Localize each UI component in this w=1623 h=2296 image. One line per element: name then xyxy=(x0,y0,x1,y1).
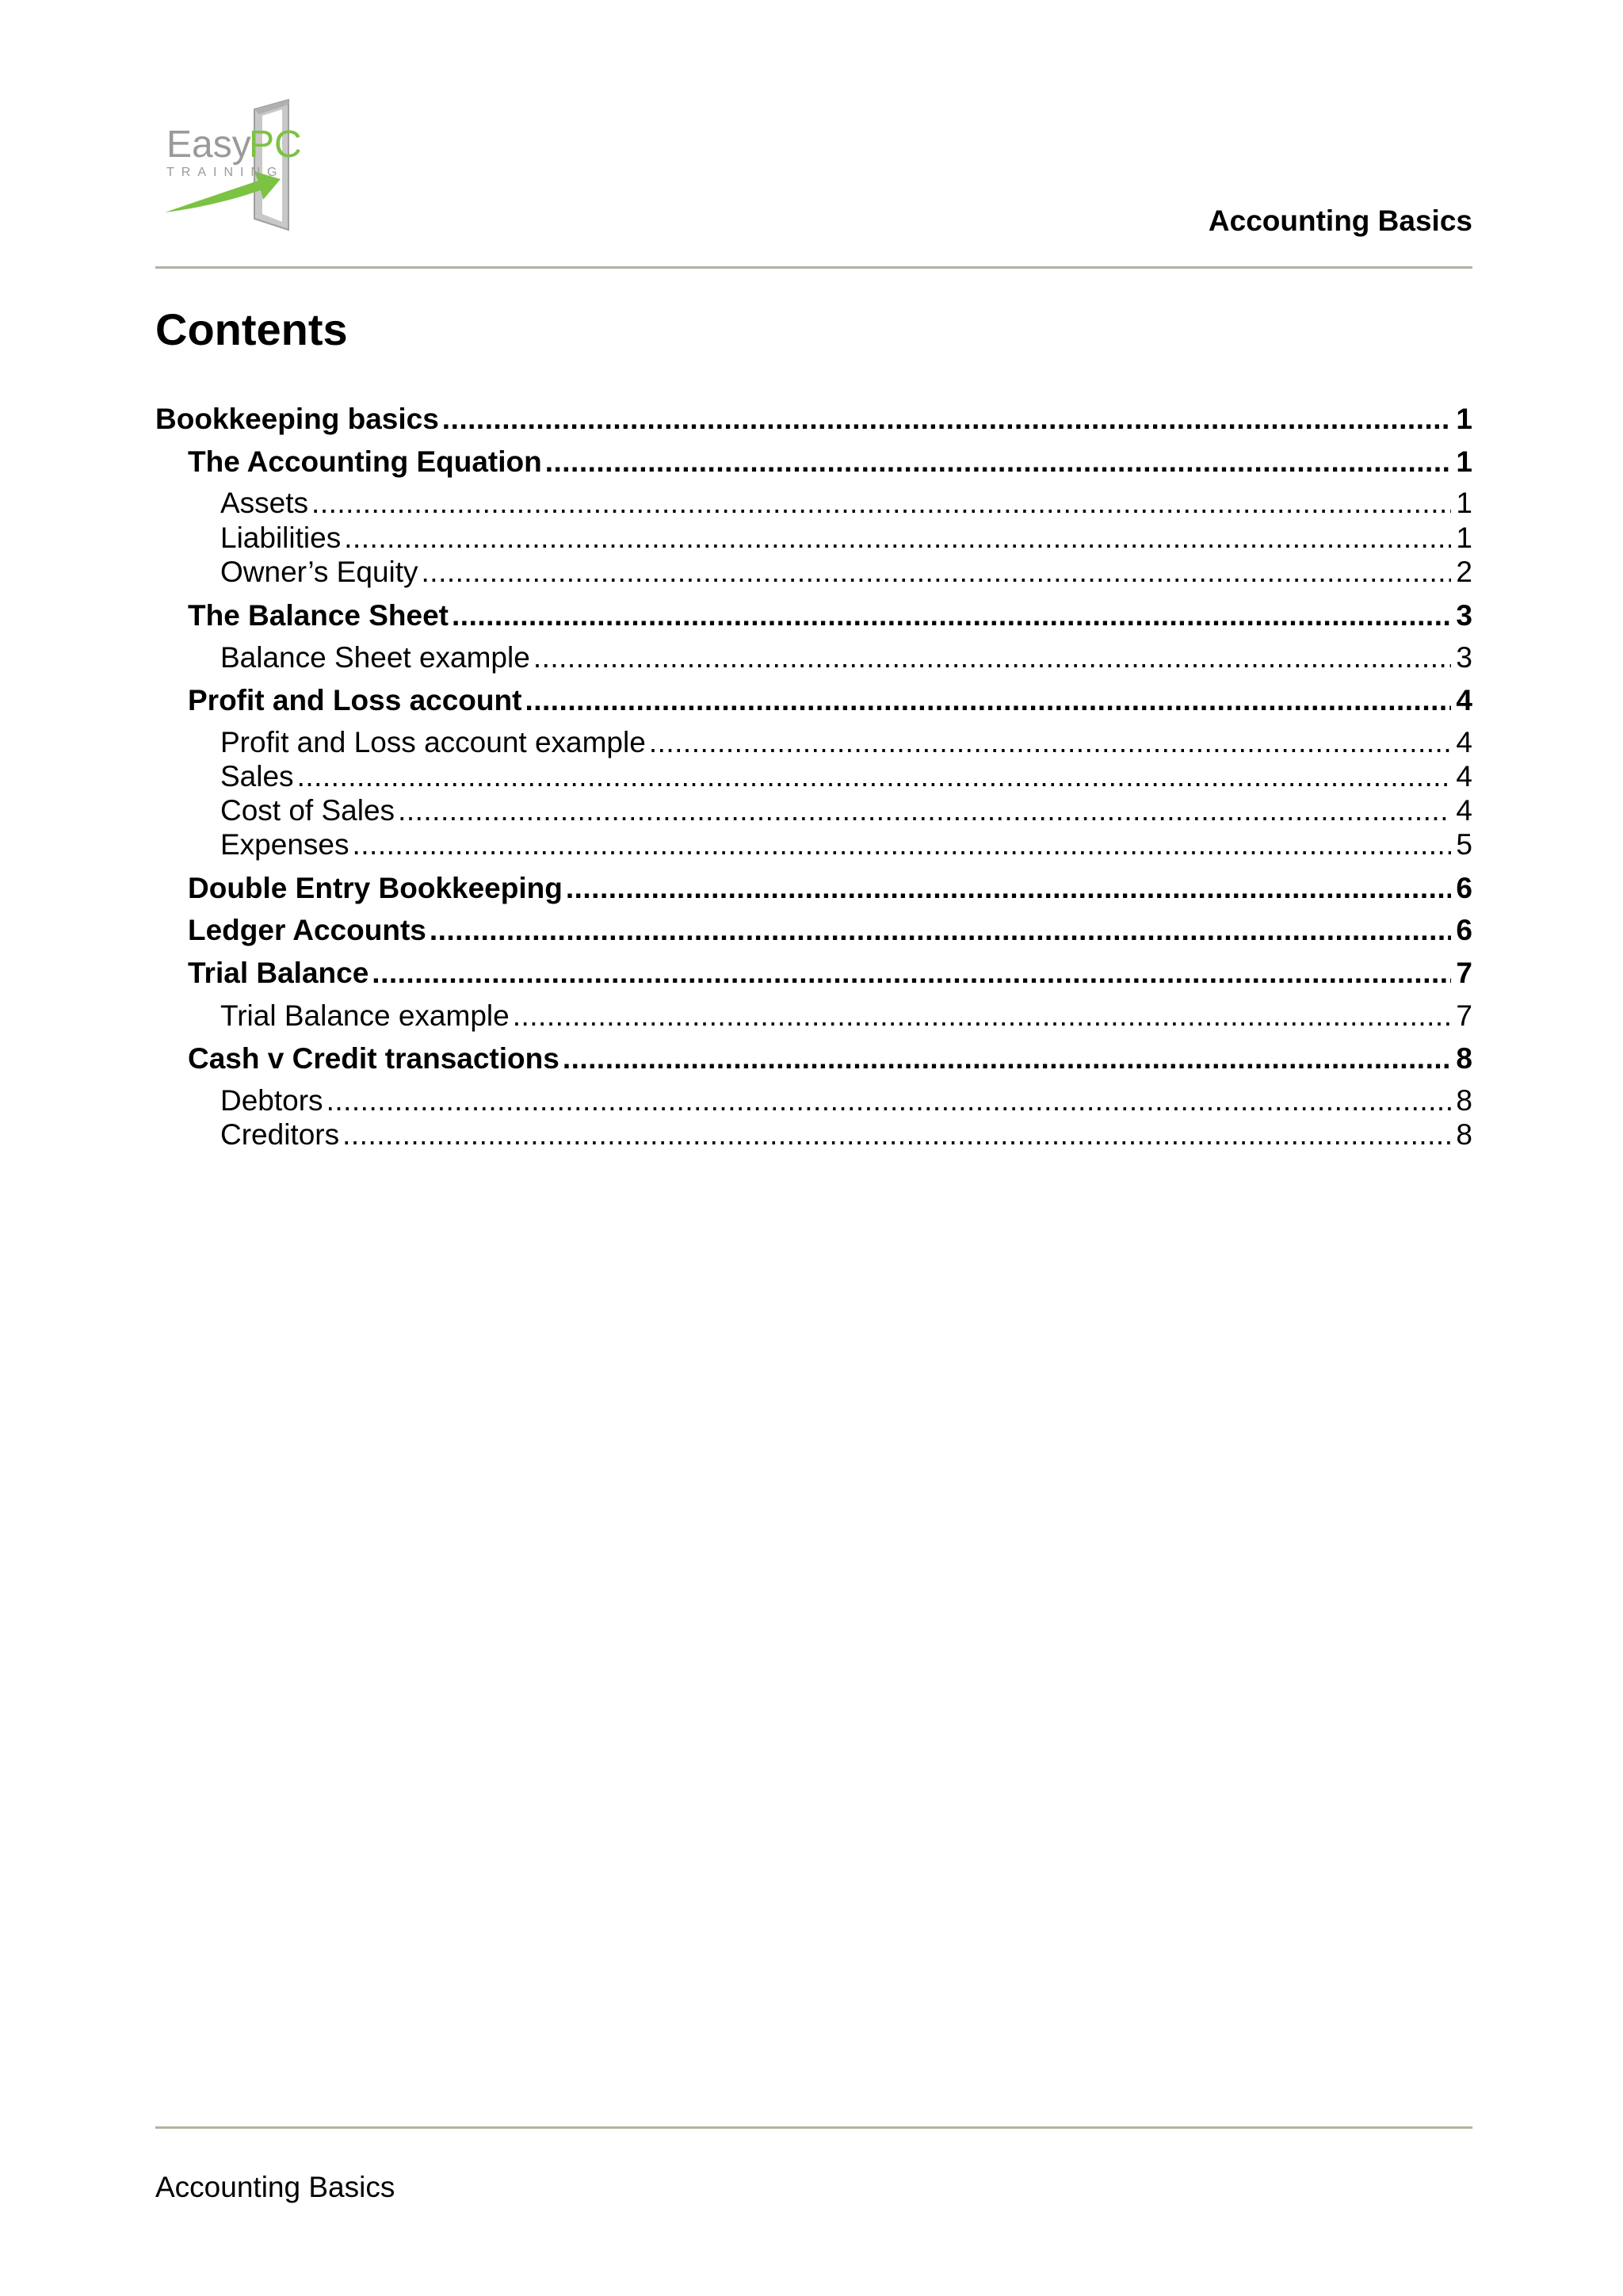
toc-entry-label: Debtors xyxy=(220,1084,323,1117)
toc-entry-label: Trial Balance xyxy=(188,957,369,989)
header-divider xyxy=(155,266,1472,269)
logo-tagline: TRAINING xyxy=(166,166,285,179)
toc-entry-label: The Accounting Equation xyxy=(188,445,542,478)
toc-entry-label: Liabilities xyxy=(220,521,342,554)
toc-entry-label: Bookkeeping basics xyxy=(155,403,439,435)
toc-entry[interactable] xyxy=(220,1118,1472,1152)
toc-entry-label: Expenses xyxy=(220,828,349,861)
toc-dot-leader xyxy=(533,641,1452,674)
toc-entry-label: Sales xyxy=(220,760,294,793)
toc-entry[interactable] xyxy=(220,828,1472,861)
toc-entry[interactable] xyxy=(220,1084,1472,1117)
toc-entry-page-number: 1 xyxy=(1456,445,1472,478)
toc-dot-leader xyxy=(398,794,1451,827)
toc-entry[interactable] xyxy=(188,872,1472,905)
toc-entry-label: Profit and Loss account example xyxy=(220,726,646,758)
toc-entry[interactable] xyxy=(188,684,1472,717)
toc-entry-page-number: 8 xyxy=(1456,1042,1472,1075)
toc-entry-page-number: 1 xyxy=(1456,521,1472,554)
toc-entry-page-number: 3 xyxy=(1456,599,1472,632)
toc-entry[interactable] xyxy=(220,726,1472,759)
toc-entry-page-number: 1 xyxy=(1456,403,1472,435)
toc-dot-leader xyxy=(442,403,1452,436)
toc-entry-page-number: 1 xyxy=(1456,487,1472,519)
toc-entry-label: Trial Balance example xyxy=(220,999,510,1032)
toc-entry-label: Owner’s Equity xyxy=(220,556,418,588)
contents-heading: Contents xyxy=(155,304,348,354)
toc-entry-page-number: 6 xyxy=(1456,914,1472,946)
toc-entry-label: Cash v Credit transactions xyxy=(188,1042,559,1075)
toc-entry-label: Ledger Accounts xyxy=(188,914,426,946)
toc-entry-page-number: 4 xyxy=(1456,684,1472,716)
toc-entry-page-number: 7 xyxy=(1456,999,1472,1032)
toc-dot-leader xyxy=(311,487,1451,520)
toc-dot-leader xyxy=(430,914,1452,947)
toc-entry[interactable] xyxy=(220,794,1472,827)
toc-dot-leader xyxy=(649,726,1452,759)
toc-entry-page-number: 7 xyxy=(1456,957,1472,989)
toc-dot-leader xyxy=(513,999,1452,1033)
toc-entry-page-number: 4 xyxy=(1456,726,1472,758)
header-title: Accounting Basics xyxy=(1208,204,1472,237)
toc-entry[interactable] xyxy=(220,999,1472,1033)
toc-entry-label: Double Entry Bookkeeping xyxy=(188,872,563,904)
toc-entry[interactable] xyxy=(155,403,1472,436)
toc-dot-leader xyxy=(297,760,1452,793)
toc-entry[interactable] xyxy=(188,445,1472,479)
toc-entry-page-number: 8 xyxy=(1456,1118,1472,1151)
toc-entry[interactable] xyxy=(220,521,1472,555)
toc-entry-label: Cost of Sales xyxy=(220,794,395,827)
toc-dot-leader xyxy=(566,872,1452,905)
logo-word-easy: Easy xyxy=(166,124,251,166)
toc-entry[interactable] xyxy=(188,1042,1472,1075)
toc-dot-leader xyxy=(525,684,1451,717)
toc-entry-page-number: 8 xyxy=(1456,1084,1472,1117)
toc-entry[interactable] xyxy=(188,957,1472,990)
toc-dot-leader xyxy=(372,957,1451,990)
toc-entry[interactable] xyxy=(220,641,1472,674)
logo-word-pc: PC xyxy=(249,124,302,166)
toc-entry[interactable] xyxy=(188,914,1472,947)
toc-dot-leader xyxy=(563,1042,1452,1075)
toc-entry-page-number: 6 xyxy=(1456,872,1472,904)
toc-entry-label: Balance Sheet example xyxy=(220,641,530,674)
toc-entry-label: Profit and Loss account xyxy=(188,684,522,716)
toc-dot-leader xyxy=(342,1118,1451,1152)
toc-entry-label: The Balance Sheet xyxy=(188,599,449,632)
toc-entry-page-number: 5 xyxy=(1456,828,1472,861)
toc-entry-page-number: 2 xyxy=(1456,556,1472,588)
toc-entry[interactable] xyxy=(220,487,1472,520)
toc-entry[interactable] xyxy=(220,760,1472,793)
toc-entry[interactable] xyxy=(188,599,1472,632)
toc-entry-page-number: 4 xyxy=(1456,794,1472,827)
toc-dot-leader xyxy=(452,599,1451,632)
toc-dot-leader xyxy=(545,445,1452,479)
toc-dot-leader xyxy=(422,556,1452,589)
page-header xyxy=(155,94,1472,269)
toc-entry-page-number: 4 xyxy=(1456,760,1472,793)
toc-entry[interactable] xyxy=(220,556,1472,589)
toc-dot-leader xyxy=(327,1084,1452,1117)
footer-title: Accounting Basics xyxy=(155,2171,395,2203)
toc-entry-label: Assets xyxy=(220,487,309,519)
easypc-training-logo xyxy=(155,94,369,236)
toc-entry-label: Creditors xyxy=(220,1118,340,1151)
toc-dot-leader xyxy=(353,828,1452,861)
toc-entry-page-number: 3 xyxy=(1456,641,1472,674)
footer-divider xyxy=(155,2126,1472,2129)
toc-dot-leader xyxy=(344,521,1451,555)
